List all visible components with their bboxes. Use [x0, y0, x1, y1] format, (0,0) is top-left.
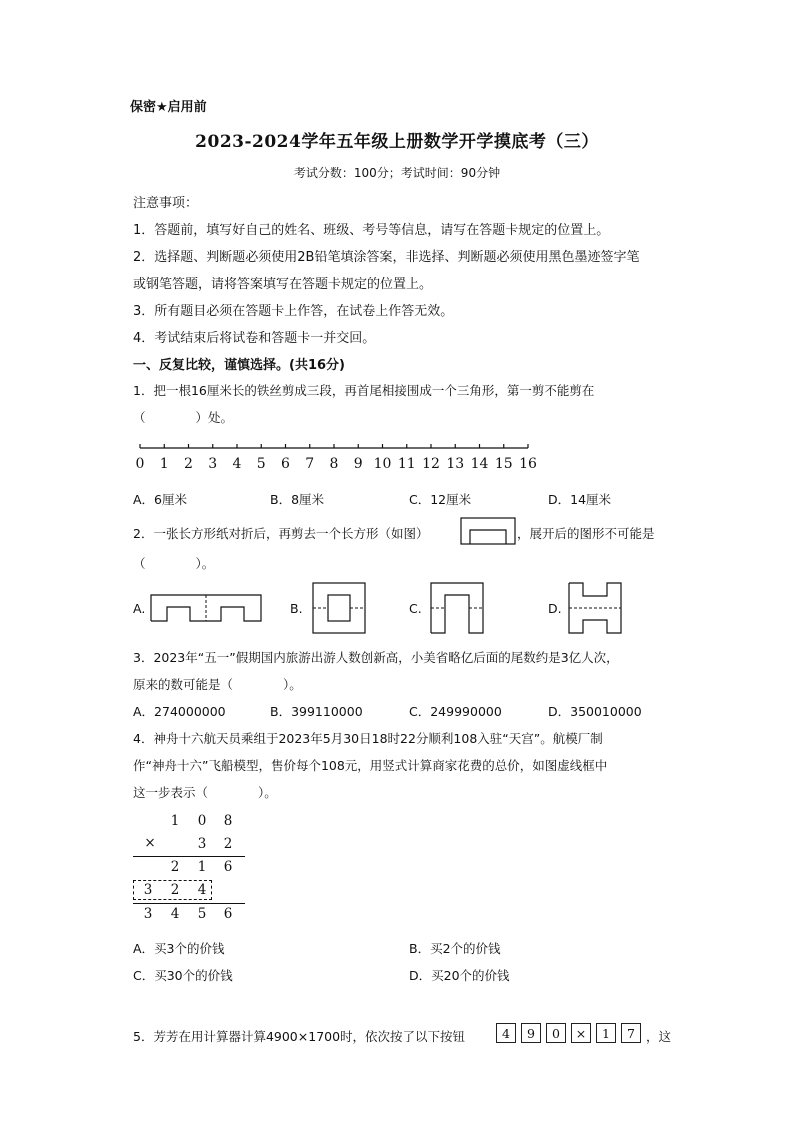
- calc-digit: 5: [197, 906, 207, 922]
- question-2-option-b-label[interactable]: B.: [290, 601, 303, 616]
- question-4-text: 4．神舟十六航天员乘组于2023年5月30日18时22分顺利108入驻“天宫”。航模厂制: [133, 731, 603, 746]
- ruler-label: 10: [373, 456, 392, 472]
- ruler-label: 0: [135, 456, 145, 472]
- confidential-label: 保密★启用前: [130, 100, 207, 115]
- calculator-key[interactable]: 0: [546, 1023, 566, 1043]
- calc-digit: 3: [143, 882, 153, 898]
- shape-option-c[interactable]: [430, 582, 484, 634]
- question-4-text-line3: 这一步表示（ ）。: [133, 785, 277, 800]
- ruler-graphic: [130, 438, 540, 458]
- question-2-option-d-label[interactable]: D.: [548, 601, 562, 616]
- calc-digit: 2: [223, 836, 233, 852]
- calculator-key[interactable]: 1: [596, 1023, 616, 1043]
- calc-rule: [133, 903, 245, 904]
- question-1-text: 1．把一根16厘米长的铁丝剪成三段，再首尾相接围成一个三角形，第一剪不能剪在: [133, 383, 595, 398]
- multiply-sign: ×: [144, 835, 156, 851]
- question-2-option-c-label[interactable]: C.: [409, 601, 422, 616]
- calculator-key[interactable]: 4: [496, 1023, 516, 1043]
- calc-digit: 2: [170, 882, 180, 898]
- question-3-option-a[interactable]: A．274000000: [133, 704, 226, 719]
- shape-option-b[interactable]: [312, 582, 366, 634]
- notice-item: 4．考试结束后将试卷和答题卡一并交回。: [133, 331, 376, 346]
- section-heading: 一、反复比较，谨慎选择。(共16分): [133, 358, 345, 373]
- page-title: 2023-2024学年五年级上册数学开学摸底考（三）: [195, 132, 599, 152]
- calculator-key[interactable]: ×: [571, 1023, 591, 1043]
- calc-digit: 6: [223, 906, 233, 922]
- ruler-label: 5: [256, 456, 266, 472]
- calc-digit: 2: [170, 859, 180, 875]
- question-2-text: 2．一张长方形纸对折后，再剪去一个长方形（如图）: [133, 526, 429, 541]
- calc-digit: 1: [170, 813, 180, 829]
- notice-heading: 注意事项：: [133, 196, 199, 211]
- notice-item: 或钢笔答题，请将答案填写在答题卡规定的位置上。: [133, 277, 433, 292]
- ruler-label: 15: [494, 456, 513, 472]
- question-3-option-d[interactable]: D．350010000: [548, 704, 642, 719]
- question-2-text-line2: （ ）。: [133, 556, 215, 571]
- ruler-label: 8: [329, 456, 339, 472]
- question-5-text-cont: ，这: [646, 1029, 672, 1044]
- notice-item: 2．选择题、判断题必须使用2B铅笔填涂答案，非选择、判断题必须使用黑色墨迹签字笔: [133, 250, 640, 265]
- calc-rule: [133, 856, 245, 857]
- calc-digit: 6: [223, 859, 233, 875]
- question-1-option-d[interactable]: D．14厘米: [548, 492, 612, 507]
- question-3-text: 3．2023年“五一”假期国内旅游出游人数创新高，小美省略亿后面的尾数约是3亿人次，: [133, 650, 619, 665]
- question-4-option-d[interactable]: D．买20个的价钱: [409, 968, 510, 983]
- ruler-label: 12: [422, 456, 440, 472]
- calc-digit: 1: [197, 859, 207, 875]
- exam-info: 考试分数：100分；考试时间：90分钟: [293, 166, 501, 180]
- question-2-option-a-label[interactable]: A.: [133, 601, 146, 616]
- calc-digit: 3: [197, 836, 207, 852]
- ruler-label: 1: [159, 456, 169, 472]
- ruler-label: 16: [519, 456, 537, 472]
- calculator-key[interactable]: 7: [621, 1023, 641, 1043]
- notice-item: 3．所有题目必须在答题卡上作答，在试卷上作答无效。: [133, 304, 454, 319]
- question-3-option-b[interactable]: B．399110000: [270, 704, 363, 719]
- question-4-option-b[interactable]: B．买2个的价钱: [409, 941, 501, 956]
- question-1-option-b[interactable]: B．8厘米: [270, 492, 325, 507]
- calc-digit: 4: [197, 882, 207, 898]
- ruler-label: 7: [305, 456, 315, 472]
- question-1-option-a[interactable]: A．6厘米: [133, 492, 188, 507]
- shape-option-d[interactable]: [568, 582, 622, 634]
- question-4-option-c[interactable]: C．买30个的价钱: [133, 968, 233, 983]
- calc-digit: 4: [170, 906, 180, 922]
- calc-digit: 3: [143, 906, 153, 922]
- ruler-label: 3: [208, 456, 218, 472]
- ruler-label: 4: [232, 456, 242, 472]
- ruler-label: 13: [446, 456, 465, 472]
- question-3-text-cont: 原来的数可能是（ ）。: [133, 677, 302, 692]
- calculator-key[interactable]: 9: [521, 1023, 541, 1043]
- ruler-label: 6: [281, 456, 290, 472]
- ruler-label: 9: [353, 456, 363, 472]
- question-1-text-cont: （ ）处。: [133, 410, 234, 425]
- ruler-label: 2: [184, 456, 193, 472]
- question-2-text-cont: ，展开后的图形不可能是: [517, 526, 655, 541]
- question-3-option-c[interactable]: C．249990000: [409, 704, 502, 719]
- question-4-option-a[interactable]: A．买3个的价钱: [133, 941, 225, 956]
- ruler-label: 11: [397, 456, 416, 472]
- calc-digit: 8: [223, 813, 233, 829]
- cut-paper-figure: [460, 517, 516, 545]
- shape-option-a[interactable]: [150, 594, 262, 622]
- ruler-label: 14: [470, 456, 489, 472]
- question-4-text-cont: 作“神舟十六”飞船模型，售价每个108元，用竖式计算商家花费的总价，如图虚线框中: [133, 758, 608, 773]
- question-5-text: 5．芳芳在用计算器计算4900×1700时，依次按了以下按钮: [133, 1029, 466, 1044]
- calc-digit: 0: [197, 813, 207, 829]
- notice-item: 1．答题前，填写好自己的姓名、班级、考号等信息，请写在答题卡规定的位置上。: [133, 223, 610, 238]
- question-1-option-c[interactable]: C．12厘米: [409, 492, 472, 507]
